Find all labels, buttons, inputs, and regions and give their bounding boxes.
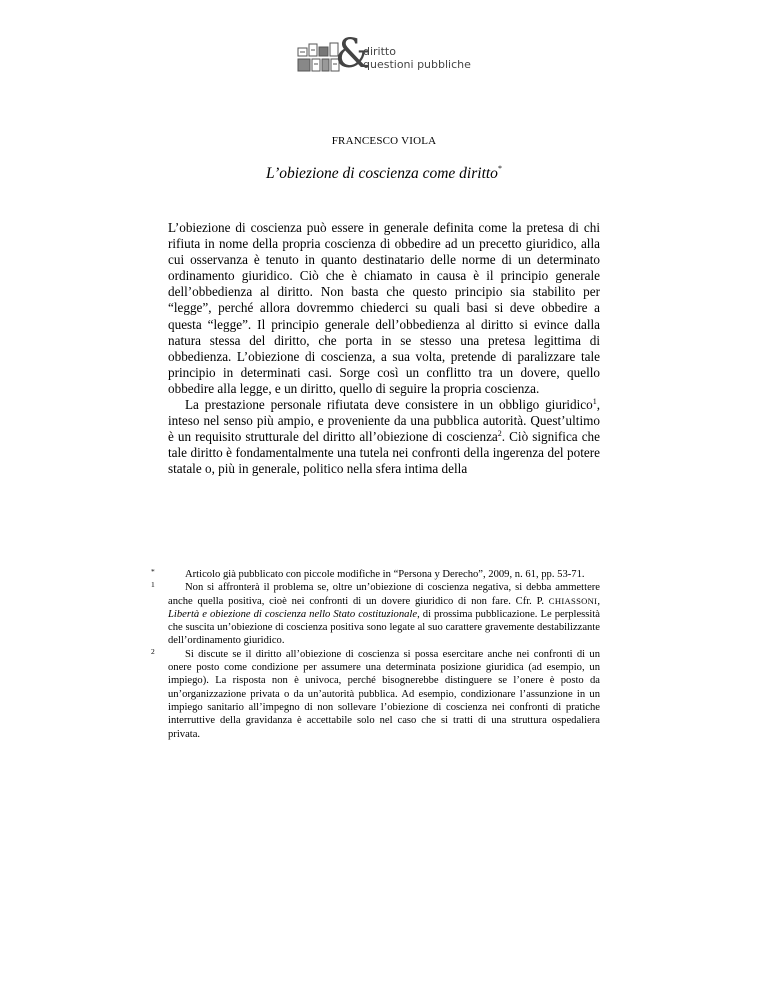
article-title (0, 164, 768, 183)
article-title-text: L’obiezione di coscienza come diritto (266, 165, 498, 182)
title-footnote-mark: * (497, 164, 502, 173)
footnote-star (151, 567, 600, 581)
logo-ampersand: & (335, 31, 371, 77)
footnote-star-mark: * (151, 567, 155, 576)
article-author: FRANCESCO VIOLA (331, 135, 437, 147)
footnote-1-cited-title: Libertà e obiezione di coscienza nello Stato costituzionale (168, 608, 418, 620)
footnotes (151, 567, 600, 741)
footnote-2 (151, 646, 600, 741)
logo-text-diritto: diritto (363, 45, 396, 58)
footnote-2-mark: 2 (151, 646, 155, 656)
footnote-1-text-a: Non si affronterà il problema se, oltre un’obiezione di coscienza negativa, si debba ammettere anche quella positiva, cioè nei confronti di un dovere giuridico di non fare. Cfr. P. (168, 582, 600, 607)
footnote-1-mark: 1 (151, 580, 155, 590)
logo-text-questioni: questioni pubbliche (363, 58, 471, 71)
article-body (168, 220, 600, 478)
footnote-1 (151, 580, 600, 647)
footnote-1-comma: , (597, 595, 600, 607)
paragraph-2-text-b: , inteso nel senso più ampio, e proveniente da una pubblica autorità. Quest’ultimo è un requisito strutturale del diritto all’obiezione di coscienza (168, 397, 600, 445)
paragraph-2-text-c: . Ciò significa che tale diritto è fondamentalmente una tutela nei confronti della ingerenza del potere statale o, più in generale, politico nella sfera intima della (168, 429, 601, 477)
footnote-2-text: Si discute se il diritto all’obiezione di coscienza si possa esercitare anche nei confronti di un onere posto come condizione per assumere una determinata posizione giuridica (ad esempio, un impiego). La risposta non è univoca, perché bisognerebbe distinguere se l’onere è posto da un’organizzazione privata o da un’autorità pubblica. Ad esempio, condizionare l’assunzione in un impiego sanitario all’impegno di non sollevare l’obiezione di coscienza nei confronti di pratiche interruttive della gravidanza è accettabile solo nel caso che si tratti di una struttura ospedaliera privata. (168, 648, 600, 740)
footnote-1-text-b: , di prossima pubblicazione. Le perplessità che suscita un’obiezione di coscienza positiva sono legate al suo carattere gravemente destabilizzante dell’ordinamento giuridico. (168, 608, 600, 647)
footnote-1-cited-author: CHIASSONI (548, 595, 598, 606)
footnote-star-text: Articolo già pubblicato con piccole modifiche in “Persona y Derecho”, 2009, n. 61, pp. 53-71. (185, 569, 585, 580)
footnote-ref-2: 2 (497, 429, 502, 439)
paragraph-2 (168, 397, 600, 477)
paragraph-2-text-a: La prestazione personale rifiutata deve consistere in un obbligo giuridico (185, 397, 593, 413)
paragraph-1: L’obiezione di coscienza può essere in generale definita come la pretesa di chi rifiuta in nome della propria coscienza di obbedire ad un precetto giuridico, alla cui osservanza è tenuto in quanto destinatario delle norme di un determinato ordinamento giuridico. Ciò che è chiamato in causa è il principio generale dell’obbedienza al diritto. Non basta che questo principio sia stabilito per “legge”, perché allora dovremmo chiederci su quali basi si deve obbedire a questa “legge”. Il principio generale dell’obbedienza al diritto si evince dalla natura stessa del diritto, che porta in se stesso una pretesa legittima di obbedienza. L’obiezione di coscienza, a sua volta, pretende di paralizzare tale principio in determinati casi. Sorge così un conflitto tra un dovere, quello obbedire alla legge, e un diritto, quello di seguire la propria coscienza. (168, 220, 600, 396)
footnote-ref-1: 1 (592, 397, 597, 407)
